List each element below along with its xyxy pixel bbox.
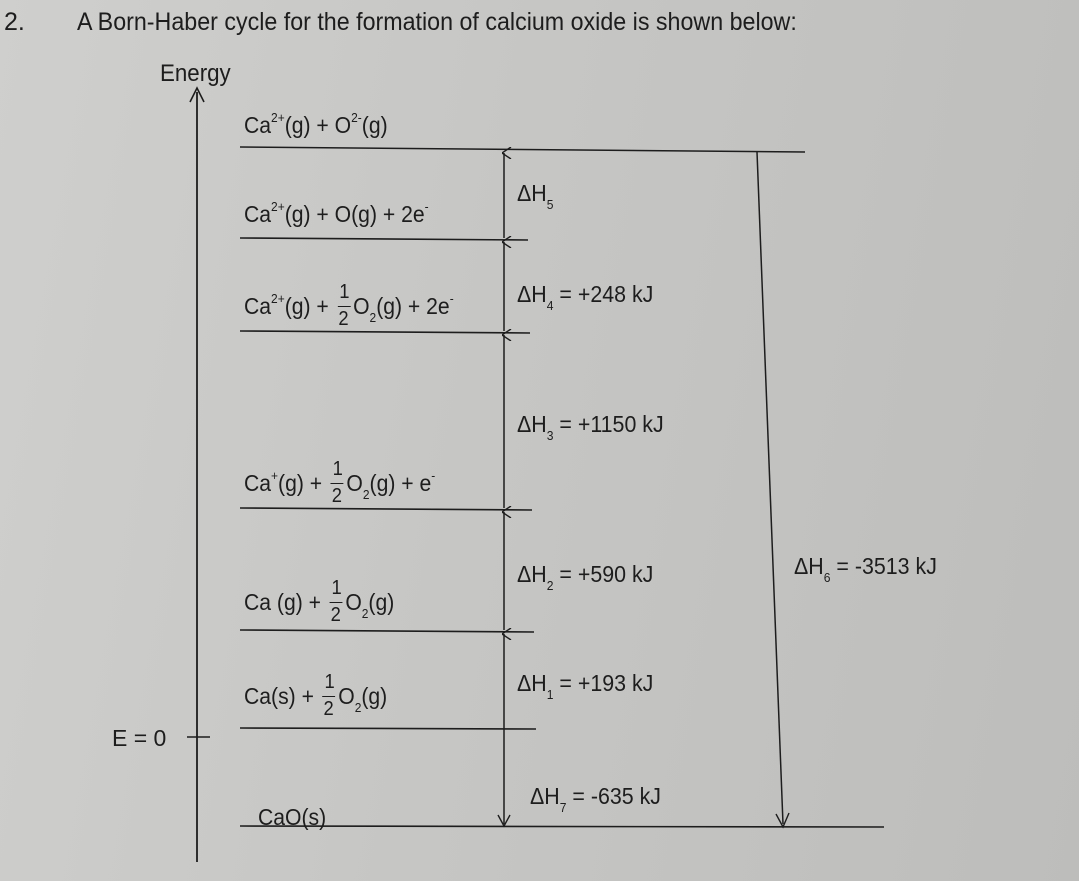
level-label-ca2-o2-g: $Ca^{2+}(g) + O^{2-}(g)$	[244, 110, 388, 138]
enthalpy-dh4: $\Delta H_4 = +248$ kJ	[517, 281, 654, 313]
enthalpy-dh5: $\Delta H_5$	[517, 180, 554, 212]
level-label-ca1-half-o2: Ca+(g) + $\frac{1}{2}$ $O_2(g) + e^-$	[244, 458, 436, 507]
level-line-ca2-o2-g	[240, 147, 805, 152]
enthalpy-dh2: $\Delta H_2 = +590$ kJ	[517, 561, 654, 593]
level-label-ca-s-half-o2: Ca(s) + $\frac{1}{2}$ $O_2(g)$	[244, 671, 388, 720]
level-label-ca-g-half-o2: Ca (g) + $\frac{1}{2}$ $O_2(g)$	[244, 577, 395, 626]
question-number: 2.	[4, 8, 25, 36]
enthalpy-dh6: $\Delta H_6 = -3513$ kJ	[794, 553, 937, 585]
level-line-ca-s-half-o2	[240, 728, 536, 729]
arrow-dh6	[757, 152, 783, 824]
level-line-cao-s	[240, 826, 884, 827]
level-label-ca2-half-o2: $Ca^{2+}(g)$ + $\frac{1}{2}$ $O_2(g) + 2e^-$	[244, 281, 454, 330]
enthalpy-dh3: $\Delta H_3 = +1150$ kJ	[517, 411, 664, 443]
level-line-ca2-o-g	[240, 238, 528, 240]
level-line-ca-g-half-o2	[240, 630, 534, 632]
enthalpy-dh7: $\Delta H_7 = -635$ kJ	[530, 783, 661, 815]
enthalpy-dh1: $\Delta H_1 = +193$ kJ	[517, 670, 654, 702]
question-text: A Born-Haber cycle for the formation of calcium oxide is shown below:	[77, 8, 797, 36]
energy-zero-label: E = 0	[112, 725, 167, 751]
energy-axis-label: Energy	[160, 60, 231, 87]
level-label-ca2-o-g: $Ca^{2+}(g) + O(g) + 2e^-$	[244, 199, 429, 227]
level-label-cao-s: CaO(s)	[258, 804, 327, 830]
